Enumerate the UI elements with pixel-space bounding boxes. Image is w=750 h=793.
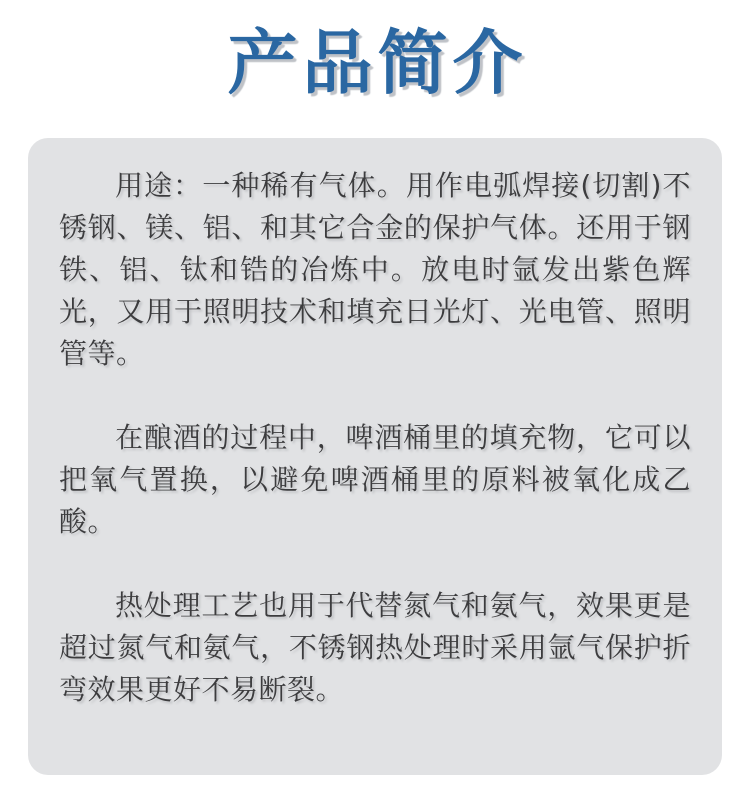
paragraph-usage: 用途：一种稀有气体。用作电弧焊接(切割)不锈钢、镁、铝、和其它合金的保护气体。还用于钢铁、铝、钛和锆的冶炼中。放电时氩发出紫色辉光，又用于照明技术和填充日光灯、光电管、照明管等。 — [59, 169, 691, 370]
page-title: 产品简介 — [227, 22, 528, 104]
paragraph-heat-treatment: 热处理工艺也用于代替氮气和氨气，效果更是超过氮气和氨气，不锈钢热处理时采用氩气保护折弯效果更好不易断裂。 — [59, 589, 691, 706]
paragraph-brewing-use: 在酿酒的过程中，啤酒桶里的填充物，它可以把氧气置换，以避免啤酒桶里的原料被氧化成乙酸。 — [59, 421, 691, 538]
description-panel — [28, 138, 722, 775]
